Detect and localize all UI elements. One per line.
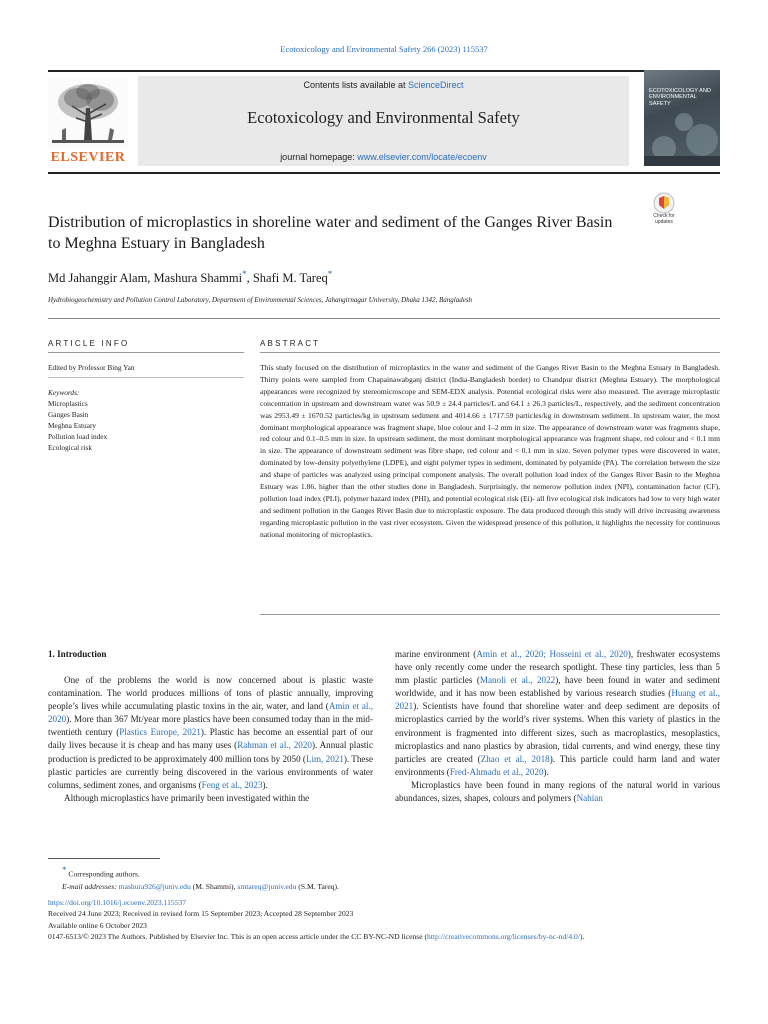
email-owner: (S.M. Tareq).: [296, 881, 339, 891]
abstract-rule: [260, 352, 720, 353]
corresponding-author-mark[interactable]: *: [242, 269, 247, 279]
header-top-rule: [48, 70, 720, 72]
journal-cover-image[interactable]: [644, 70, 720, 166]
author-name[interactable]: Mashura Shammi: [153, 271, 243, 286]
citation-link[interactable]: Fred-Ahmadu et al., 2020: [449, 766, 544, 777]
body-text: ). Annual plastic production is predicted to be approximately 400 million tons by 2050 (: [48, 740, 373, 764]
footnotes: [48, 864, 720, 893]
elsevier-logo[interactable]: [48, 78, 128, 166]
journal-homepage-link[interactable]: www.elsevier.com/locate/ecoenv: [357, 152, 487, 162]
intro-paragraph: [48, 674, 373, 792]
author-name[interactable]: Shafi M. Tareq: [252, 271, 328, 286]
body-text: One of the problems the world is now concerned about is plastic waste contamination. The world produces millions of tons of plastic annually, improving people’s lives while accumulating plastic toxins in the air, water, and land (: [48, 675, 373, 712]
citation-link[interactable]: Feng et al., 2023: [201, 779, 263, 790]
body-text: ), freshwater ecosystems have only recently come under the research spotlight. These tiny particles, less than 5 mm plastic particles (: [395, 649, 720, 686]
article-info-rule: [48, 352, 244, 353]
journal-title[interactable]: Ecotoxicology and Environmental Safety: [247, 108, 520, 127]
contents-prefix: Contents lists available at: [303, 80, 409, 90]
homepage-line: [138, 152, 629, 162]
publication-info: [48, 897, 720, 942]
check-updates-icon: [650, 192, 678, 214]
citation-link[interactable]: Manoli et al., 2022: [479, 675, 556, 686]
body-text: ).: [262, 779, 268, 790]
keyword-item: Microplastics: [48, 399, 88, 408]
citation-link[interactable]: Amin et al., 2020; Hosseini et al., 2020: [476, 649, 628, 659]
contents-line: [138, 80, 629, 90]
body-text: ). More than 367 Mt/year more plastics have been consumed today than in the mid-twentieth century (: [48, 714, 373, 738]
title-rule: [48, 318, 720, 319]
body-text: marine environment (: [395, 649, 477, 659]
body-text: ). Plastic has become an essential part of our daily lives because it is cheap and has many uses (: [48, 727, 373, 751]
body-column-left: [48, 674, 373, 805]
footnote-text: Corresponding authors.: [68, 869, 140, 879]
edited-by: Edited by Professor Bing Yan: [48, 363, 135, 372]
elsevier-wordmark: ELSEVIER: [50, 150, 126, 165]
email-footnote: [48, 881, 720, 893]
edited-by-rule: [48, 377, 244, 378]
author-name[interactable]: Md Jahanggir Alam: [48, 271, 148, 286]
sciencedirect-link[interactable]: ScienceDirect: [408, 80, 464, 90]
keyword-item: Meghna Estuary: [48, 421, 97, 430]
body-text: ). Scientists have found that shoreline water and deep sediment are deposits of microplastics carried by the world’s river systems. When this variety of plastics in the environment is fragmented into different sizes, such as macroplastics, mesoplastics, microplastics and nano plastics by abrasion, tidal currents, and wind energy, these tiny particles are created (: [395, 701, 720, 764]
elsevier-tree-icon: [48, 78, 128, 148]
cover-pattern-icon: [644, 70, 720, 166]
license-text: 0147-6513/© 2023 The Authors. Published by Elsevier Inc. This is an open access article under the CC BY-NC-ND license (: [48, 931, 427, 941]
citation-link[interactable]: Huang et al., 2021: [395, 688, 721, 712]
doi-link[interactable]: https://doi.org/10.1016/j.ecoenv.2023.115537: [48, 898, 187, 907]
cover-title: ECOTOXICOLOGY AND ENVIRONMENTAL SAFETY: [649, 88, 711, 107]
license-end: ).: [579, 931, 585, 941]
article-info-heading: ARTICLE INFO: [48, 339, 130, 348]
email-link[interactable]: smtareq@juniv.edu: [237, 881, 297, 891]
author-separator: ,: [147, 271, 154, 286]
affiliation: Hydrobiogeochemistry and Pollution Control Laboratory, Department of Environmental Sciences, Jahangirnagar University, Dhaka 1342, Bangladesh: [48, 296, 473, 304]
citation-link[interactable]: Plastics Europe, 2021: [119, 727, 201, 738]
corresponding-footnote: [48, 864, 720, 881]
email-label: E-mail addresses:: [62, 881, 117, 891]
license-link[interactable]: http://creativecommons.org/licenses/by-nc-nd/4.0/: [427, 931, 580, 941]
homepage-prefix: journal homepage:: [280, 152, 358, 162]
email-link[interactable]: mashura926@juniv.edu: [118, 881, 191, 891]
footnote-rule: [48, 858, 160, 859]
intro-paragraph: [395, 648, 720, 779]
paper-title: Distribution of microplastics in shoreline water and sediment of the Ganges River Basin to Meghna Estuary in Bangladesh: [48, 214, 613, 252]
body-text: Microplastics have been found in many regions of the natural world in various abundances, sizes, shapes, colours and polymers (: [395, 779, 720, 804]
keywords-block: [48, 387, 107, 453]
received-dates: Received 24 June 2023; Received in revised form 15 September 2023; Accepted 28 September 2023: [48, 909, 354, 919]
author-list: [48, 269, 332, 286]
header-bottom-rule: [48, 172, 720, 174]
journal-citation-link[interactable]: Ecotoxicology and Environmental Safety 266 (2023) 115537: [280, 44, 488, 54]
check-for-updates-button[interactable]: [650, 192, 678, 230]
citation-link[interactable]: Amin et al., 2020: [48, 701, 373, 725]
citation-link[interactable]: Zhao et al., 2018: [480, 753, 550, 764]
keyword-item: Ecological risk: [48, 443, 92, 452]
check-updates-label: Check for updates: [653, 213, 675, 225]
intro-paragraph: Although microplastics have primarily been investigated within the: [64, 792, 310, 803]
available-online: Available online 6 October 2023: [48, 920, 147, 930]
citation-link[interactable]: Lim, 2021: [305, 753, 344, 764]
section-heading-introduction: 1. Introduction: [48, 649, 107, 659]
body-text: ).: [543, 766, 549, 777]
body-text: ). This particle could harm land and water environments (: [395, 753, 720, 777]
abstract-heading: ABSTRACT: [260, 339, 321, 348]
license-line: [48, 931, 720, 942]
corresponding-author-mark[interactable]: *: [327, 269, 333, 279]
abstract-bottom-rule: [260, 614, 720, 615]
author-separator: ,: [246, 271, 253, 286]
email-owner: (M. Shammi),: [190, 881, 238, 891]
footnote-mark: *: [62, 865, 67, 875]
citation-link[interactable]: Nahian: [576, 793, 603, 804]
body-column-right: [395, 648, 720, 805]
keywords-label: Keywords:: [48, 388, 80, 397]
intro-paragraph: [395, 779, 720, 805]
citation-link[interactable]: Rahman et al., 2020: [237, 740, 312, 751]
keyword-item: Pollution load index: [48, 432, 108, 441]
body-text: ), have been found in water and sediment worldwide, and it has now been established by various research studies (: [395, 675, 720, 699]
keyword-item: Ganges Basin: [48, 410, 89, 419]
abstract-text: This study focused on the distribution of microplastics in the water and sediment of the Ganges River Basin to the Meghna Estuary in Bangladesh. Thirty points were sampled from Chapainawabganj district (India-Bangladesh border) to Chandpur district (Meghna Estuary). The morphological appearances were recognized by stereomicroscope and SEM-EDX analysis. Potential ecological risks were also measured. The average microplastic concentration in upstream and downstream water was 50.9 ± 24.4 particles/L and 64.1 ± 26.3 particles/L, respectively, and the sediment concentration was 2953.49 ± 1670.52 particles/kg in upstream sediment and 4014.66 ± 1717.59 particles/kg in downstream sediment. In upstream water, the most dominant morphological appearance was fragment shape, blue colour and 1–2 mm in size. The appearance of downstream water was fragments shape, red colour and 0.1–0.5 mm in size. In upstream sediment, the most dominant morphological appearance was fragment shape, red colour and < 0.1 mm in size. The appearance of downstream sediment was fibre shape, red colour and < 0.1 mm in size. Seven polymer types were discovered in water, dominated by low-density polyethylene (LDPE), and eight polymer types in sediment, dominated by polyamide (PA). The correlation between the size and shape of particles was analyzed using principal component analysis. The overall pollution load index of the Ganges River Basin to the Meghna Estuary was 1.86, higher than the other studies done in Bangladesh. Surprisingly, the nemerow pollution index (NPI), contamination factor (CF), pollution load index (PLI), polymer hazard index (PHI), and potential ecological risk (Ei)- all five ecological risk indicators had low to very high water and sediment pollution in the Ganges River Basin due to microplastic exposure. The data produced through this study will drive increasing awareness regarding microplastic pollution in the vast river ecosystem. Given the widespread presence of this pollution, it highlights the necessity for continuous national monitoring of microplastics.: [260, 363, 720, 539]
body-text: ). These plastic particles are currently being discovered in the various environments of water columns, sediment zones, and organisms (: [48, 753, 374, 790]
